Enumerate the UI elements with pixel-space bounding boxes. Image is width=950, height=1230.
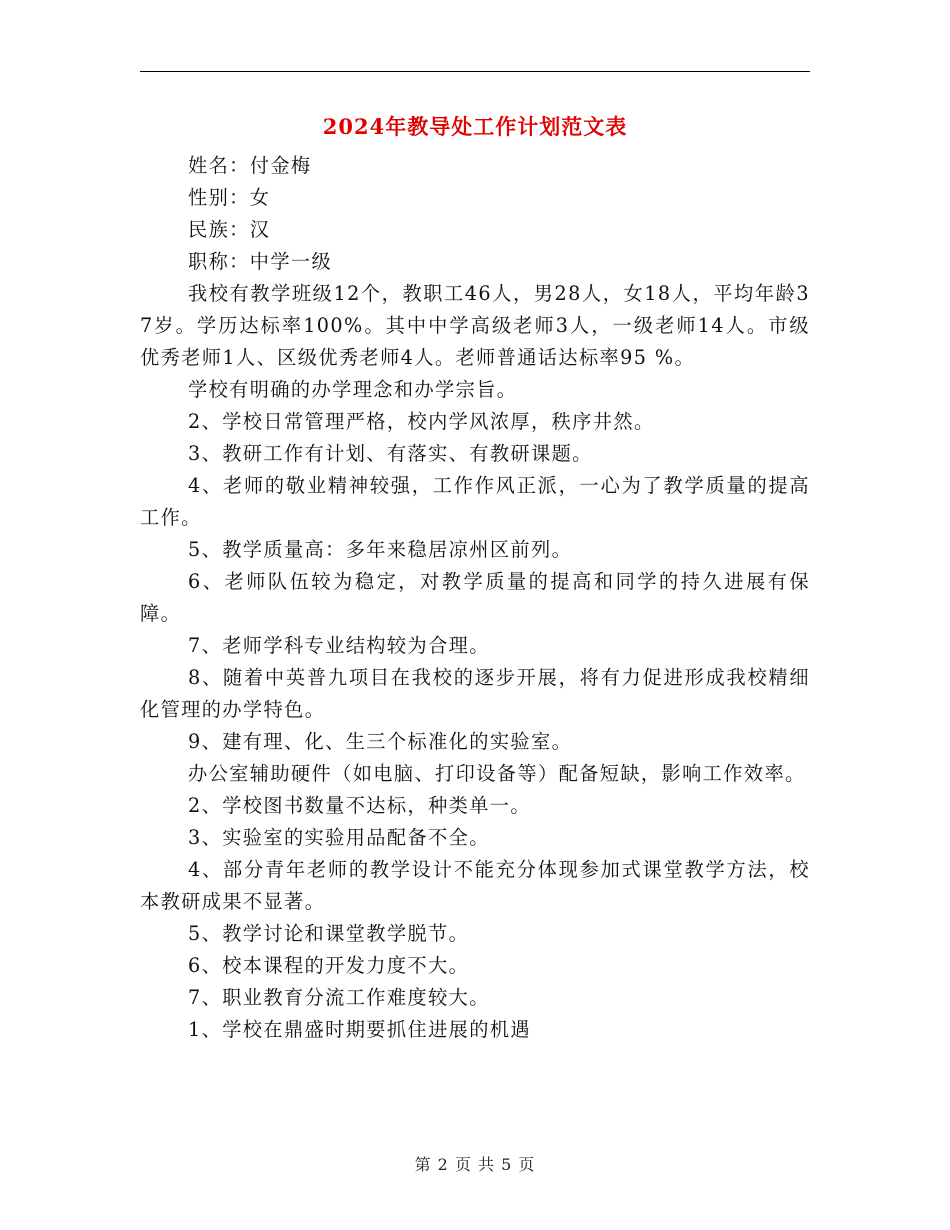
paragraph-weakness-6: 6、校本课程的开发力度不大。 (188, 954, 470, 977)
document-body (140, 150, 810, 1046)
paragraph-weakness-1: 办公室辅助硬件（如电脑、打印设备等）配备短缺，影响工作效率。 (188, 762, 806, 785)
paragraph-opportunity-1: 1、学校在鼎盛时期要抓住进展的机遇 (188, 1018, 532, 1041)
paragraph-strength-1: 学校有明确的办学理念和办学宗旨。 (188, 378, 518, 401)
paragraph-school-overview: 我校有教学班级12个，教职工46人，男28人，女18人，平均年龄37岁。学历达标率100%。其中中学高级老师3人，一级老师14人。市级优秀老师1人、区级优秀老师4人。老师普通话达标率95 %。 (140, 282, 810, 369)
paragraph-name: 姓名：付金梅 (188, 154, 312, 177)
document-title: 2024年教导处工作计划范文表 (322, 114, 628, 139)
paragraph-weakness-4: 4、部分青年老师的教学设计不能充分体现参加式课堂教学方法，校本教研成果不显著。 (140, 858, 810, 913)
paragraph-gender: 性别：女 (188, 186, 271, 209)
paragraph-strength-8: 8、随着中英普九项目在我校的逐步开展，将有力促进形成我校精细化管理的办学特色。 (140, 666, 810, 721)
paragraph-strength-3: 3、教研工作有计划、有落实、有教研课题。 (188, 442, 593, 465)
paragraph-weakness-7: 7、职业教育分流工作难度较大。 (188, 986, 490, 1009)
paragraph-weakness-2: 2、学校图书数量不达标，种类单一。 (188, 794, 532, 817)
paragraph-ethnicity: 民族：汉 (188, 218, 271, 241)
paragraph-job-title: 职称：中学一级 (188, 250, 333, 273)
paragraph-strength-4: 4、老师的敬业精神较强，工作作风正派，一心为了教学质量的提高工作。 (140, 474, 810, 529)
header-rule (140, 71, 810, 72)
page-number (0, 1153, 950, 1177)
paragraph-strength-2: 2、学校日常管理严格，校内学风浓厚，秩序井然。 (188, 410, 655, 433)
paragraph-strength-6: 6、老师队伍较为稳定，对教学质量的提高和同学的持久进展有保障。 (140, 570, 810, 625)
paragraph-weakness-5: 5、教学讨论和课堂教学脱节。 (188, 922, 470, 945)
paragraph-weakness-3: 3、实验室的实验用品配备不全。 (188, 826, 490, 849)
paragraph-strength-5: 5、教学质量高：多年来稳居凉州区前列。 (188, 538, 573, 561)
paragraph-strength-7: 7、老师学科专业结构较为合理。 (188, 634, 490, 657)
page-number-label: 第 2 页 共 5 页 (414, 1155, 536, 1174)
paragraph-strength-9: 9、建有理、化、生三个标准化的实验室。 (188, 730, 573, 753)
